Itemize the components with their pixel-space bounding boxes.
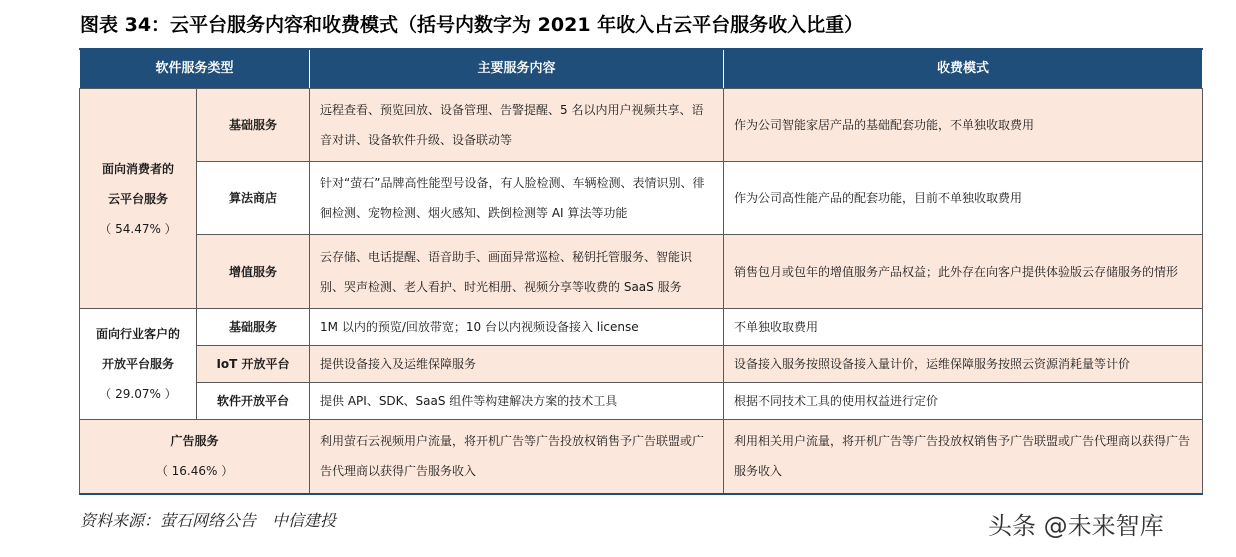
group-industry	[80, 309, 197, 420]
service-table	[79, 48, 1203, 495]
service-fee: 利用相关用户流量，将开机广告等广告投放权销售予广告联盟或广告代理商以获得广告服务收入	[724, 420, 1203, 494]
service-fee: 作为公司智能家居产品的基础配套功能，不单独收取费用	[724, 89, 1203, 162]
service-content: 利用萤石云视频用户流量，将开机广告等广告投放权销售予广告联盟或广告代理商以获得广告服务收入	[310, 420, 724, 494]
table-row	[80, 383, 1203, 420]
group-label: 云平台服务	[107, 191, 168, 206]
service-name: IoT 开放平台	[197, 346, 310, 383]
service-name: 增值服务	[197, 235, 310, 309]
header-fee: 收费模式	[724, 49, 1203, 89]
service-content: 提供设备接入及运维保障服务	[310, 346, 724, 383]
service-fee: 作为公司高性能产品的配套功能，目前不单独收取费用	[724, 162, 1203, 235]
service-content: 1M 以内的预览/回放带宽；10 台以内视频设备接入 license	[310, 309, 724, 346]
group-label: 面向行业客户的	[95, 327, 180, 341]
header-type: 软件服务类型	[80, 49, 310, 89]
service-fee: 设备接入服务按照设备接入量计价，运维保障服务按照云资源消耗量等计价	[724, 346, 1203, 383]
service-name: 基础服务	[197, 89, 310, 162]
group-share: （ 54.47% ）	[99, 221, 177, 236]
group-label: 面向消费者的	[101, 161, 174, 176]
service-content: 远程查看、预览回放、设备管理、告警提醒、5 名以内用户视频共享、语音对讲、设备软件升级、设备联动等	[310, 89, 724, 162]
watermark: 头条 @未来智库	[988, 512, 1164, 540]
source-note: 资料来源：萤石网络公告 中信建投	[80, 511, 337, 530]
table-row	[80, 89, 1203, 162]
group-label: 开放平台服务	[101, 357, 174, 371]
service-name: 算法商店	[197, 162, 310, 235]
group-share: （ 29.07% ）	[99, 387, 177, 401]
table-row	[80, 420, 1203, 494]
table-row	[80, 346, 1203, 383]
service-name: 软件开放平台	[197, 383, 310, 420]
header-row	[80, 49, 1203, 89]
service-fee: 销售包月或包年的增值服务产品权益；此外存在向客户提供体验版云存储服务的情形	[724, 235, 1203, 309]
service-name: 基础服务	[197, 309, 310, 346]
group-label: 广告服务	[170, 434, 219, 449]
table-row	[80, 162, 1203, 235]
table-row	[80, 309, 1203, 346]
service-content: 针对“萤石”品牌高性能型号设备，有人脸检测、车辆检测、表情识别、徘徊检测、宠物检测、烟火感知、跌倒检测等 AI 算法等功能	[310, 162, 724, 235]
service-fee: 不单独收取费用	[724, 309, 1203, 346]
table-row	[80, 235, 1203, 309]
service-fee: 根据不同技术工具的使用权益进行定价	[724, 383, 1203, 420]
service-content: 云存储、电话提醒、语音助手、画面异常巡检、秘钥托管服务、智能识别、哭声检测、老人看护、时光相册、视频分享等收费的 SaaS 服务	[310, 235, 724, 309]
service-content: 提供 API、SDK、SaaS 组件等构建解决方案的技术工具	[310, 383, 724, 420]
group-consumer	[80, 89, 197, 309]
group-share: （ 16.46% ）	[155, 464, 234, 479]
figure-title: 图表 34：云平台服务内容和收费模式（括号内数字为 2021 年收入占云平台服务收入比重）	[80, 14, 864, 36]
header-content: 主要服务内容	[310, 49, 724, 89]
group-ads	[80, 420, 310, 494]
